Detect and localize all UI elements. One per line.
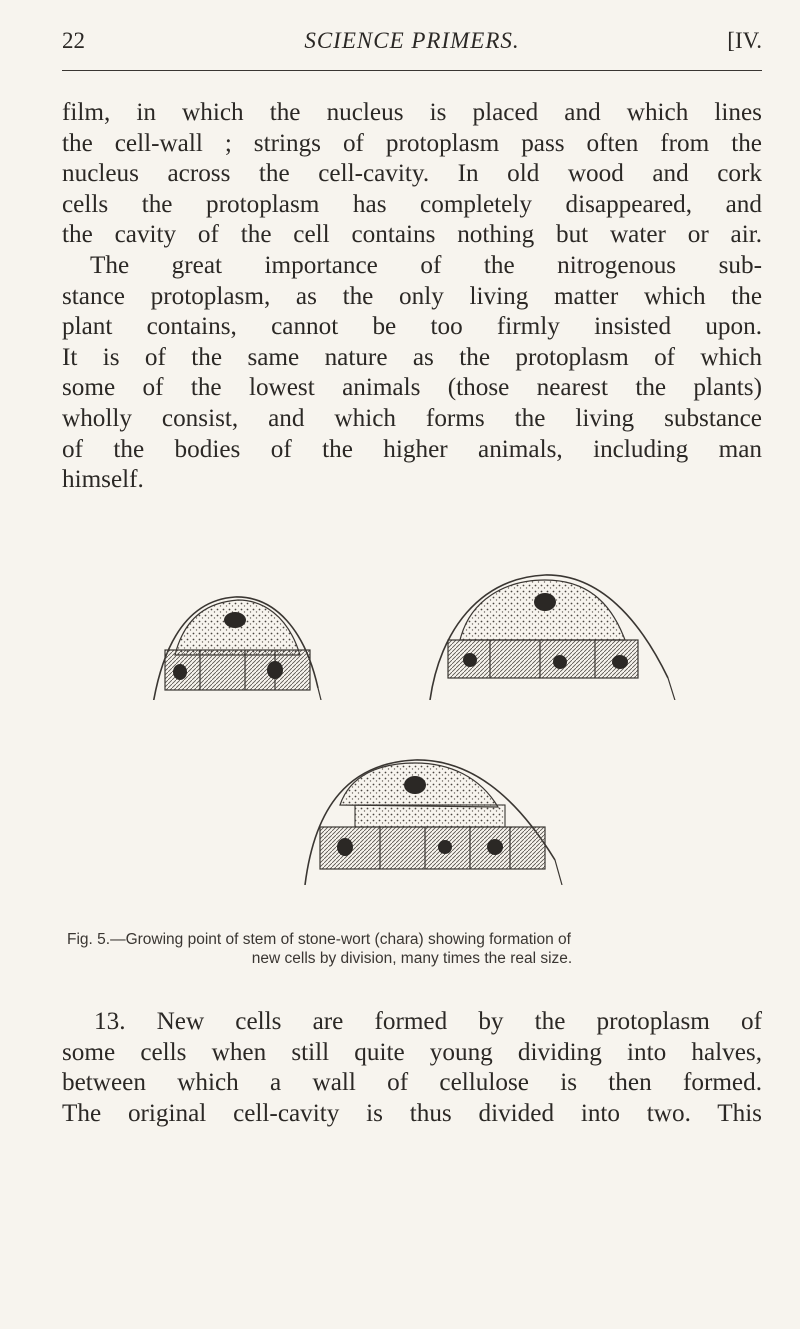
text-line: 13. New cells are formed by the protoplasm of — [94, 1008, 762, 1035]
paragraph-protoplasm — [62, 98, 762, 496]
header-rule — [62, 70, 762, 71]
growing-point-left — [140, 597, 326, 700]
text-line: It is of the same nature as the protoplasm of which — [62, 343, 762, 371]
page-number: 22 — [62, 28, 85, 53]
text-line: nucleus across the cell-cavity. In old wood and cork — [62, 160, 762, 188]
text-line: stance protoplasm, as the only living matter which the — [62, 282, 762, 310]
text-line: between which a wall of cellulose is then formed. — [62, 1069, 762, 1097]
caption-line: new cells by division, many times the real size. — [251, 950, 573, 967]
text-line: The original cell-cavity is thus divided into two. This — [62, 1099, 762, 1127]
text-line: the cell-wall ; strings of protoplasm pass often from the — [62, 129, 762, 157]
chara-cell-illustration — [0, 560, 800, 700]
text-line: the cavity of the cell contains nothing but water or air. — [62, 221, 762, 249]
text-line: plant contains, cannot be too firmly insisted upon. — [62, 313, 762, 341]
text-line: cells the protoplasm has completely disappeared, and — [62, 190, 762, 218]
paragraph-new-cells — [62, 1007, 762, 1129]
text-line: some cells when still quite young dividing into halves, — [62, 1038, 762, 1066]
text-line: some of the lowest animals (those nearest the plants) — [62, 374, 762, 402]
text-line: The great importance of the nitrogenous sub- — [90, 251, 762, 279]
text-line: himself. — [62, 466, 144, 494]
running-head — [62, 22, 762, 58]
figure-caption — [62, 930, 762, 968]
caption-line: Fig. 5.—Growing point of stem of stone-wort (chara) showing formation of — [67, 931, 571, 948]
figure-chara-lower — [0, 735, 800, 885]
text-line: film, in which the nucleus is placed and which lines — [62, 99, 762, 126]
growing-point-lower — [0, 735, 800, 885]
running-title: SCIENCE PRIMERS. — [304, 28, 520, 53]
text-line: wholly consist, and which forms the living substance — [62, 404, 762, 432]
growing-point-right — [422, 575, 678, 700]
chapter-marker: [IV. — [727, 28, 762, 53]
text-line: of the bodies of the higher animals, including man — [62, 435, 762, 463]
